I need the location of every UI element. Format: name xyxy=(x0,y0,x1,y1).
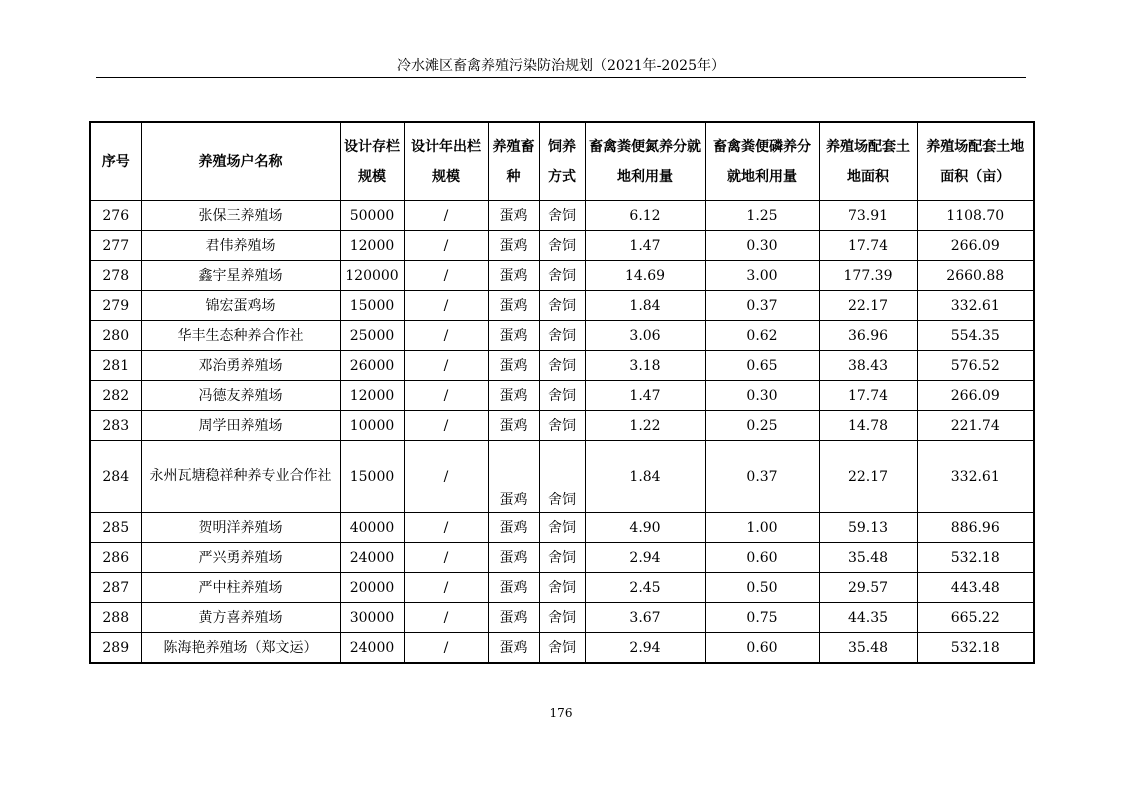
cell-phosphorus: 0.50 xyxy=(705,573,819,603)
cell-annual: / xyxy=(404,441,488,513)
cell-nitrogen: 1.84 xyxy=(585,441,705,513)
table-row xyxy=(90,351,1034,381)
cell-stock: 26000 xyxy=(340,351,404,381)
cell-phosphorus: 0.65 xyxy=(705,351,819,381)
cell-stock: 24000 xyxy=(340,543,404,573)
cell-no: 279 xyxy=(90,291,141,321)
table-row xyxy=(90,633,1034,664)
table-row xyxy=(90,543,1034,573)
cell-method: 舍饲 xyxy=(539,603,585,633)
cell-no: 278 xyxy=(90,261,141,291)
column-header: 序号 xyxy=(90,122,141,201)
cell-species: 蛋鸡 xyxy=(488,573,539,603)
cell-area-mu: 576.52 xyxy=(917,351,1034,381)
table-row xyxy=(90,231,1034,261)
cell-annual: / xyxy=(404,381,488,411)
cell-method: 舍饲 xyxy=(539,633,585,664)
cell-nitrogen: 1.47 xyxy=(585,381,705,411)
cell-no: 287 xyxy=(90,573,141,603)
cell-stock: 10000 xyxy=(340,411,404,441)
cell-nitrogen: 1.84 xyxy=(585,291,705,321)
cell-name: 锦宏蛋鸡场 xyxy=(141,291,340,321)
cell-area: 29.57 xyxy=(819,573,917,603)
table-header-row xyxy=(90,122,1034,201)
table-row xyxy=(90,201,1034,231)
cell-nitrogen: 3.06 xyxy=(585,321,705,351)
cell-species: 蛋鸡 xyxy=(488,261,539,291)
cell-nitrogen: 14.69 xyxy=(585,261,705,291)
column-header: 畜禽粪便氮养分就地利用量 xyxy=(585,122,705,201)
cell-no: 289 xyxy=(90,633,141,664)
cell-species: 蛋鸡 xyxy=(488,633,539,664)
cell-species: 蛋鸡 xyxy=(488,351,539,381)
cell-method: 舍饲 xyxy=(539,261,585,291)
cell-area: 59.13 xyxy=(819,513,917,543)
cell-species: 蛋鸡 xyxy=(488,411,539,441)
cell-nitrogen: 1.47 xyxy=(585,231,705,261)
column-header: 养殖场配套土地面积 xyxy=(819,122,917,201)
cell-area: 35.48 xyxy=(819,633,917,664)
page-number: 176 xyxy=(549,706,573,720)
cell-phosphorus: 0.30 xyxy=(705,381,819,411)
cell-stock: 50000 xyxy=(340,201,404,231)
cell-area-mu: 554.35 xyxy=(917,321,1034,351)
cell-annual: / xyxy=(404,261,488,291)
cell-nitrogen: 3.67 xyxy=(585,603,705,633)
cell-name: 君伟养殖场 xyxy=(141,231,340,261)
cell-name: 周学田养殖场 xyxy=(141,411,340,441)
cell-annual: / xyxy=(404,291,488,321)
cell-area: 22.17 xyxy=(819,441,917,513)
cell-species: 蛋鸡 xyxy=(488,543,539,573)
cell-no: 282 xyxy=(90,381,141,411)
cell-nitrogen: 2.94 xyxy=(585,633,705,664)
cell-annual: / xyxy=(404,543,488,573)
page-header: 冷水滩区畜禽养殖污染防治规划（2021年-2025年） xyxy=(397,58,725,74)
cell-annual: / xyxy=(404,573,488,603)
cell-area: 35.48 xyxy=(819,543,917,573)
cell-stock: 12000 xyxy=(340,381,404,411)
cell-area-mu: 665.22 xyxy=(917,603,1034,633)
cell-no: 281 xyxy=(90,351,141,381)
table-row xyxy=(90,321,1034,351)
cell-no: 286 xyxy=(90,543,141,573)
cell-phosphorus: 0.60 xyxy=(705,633,819,664)
cell-name: 陈海艳养殖场（郑文运） xyxy=(141,633,340,664)
cell-annual: / xyxy=(404,411,488,441)
cell-species: 蛋鸡 xyxy=(488,291,539,321)
cell-stock: 120000 xyxy=(340,261,404,291)
cell-area: 73.91 xyxy=(819,201,917,231)
cell-annual: / xyxy=(404,603,488,633)
cell-nitrogen: 2.45 xyxy=(585,573,705,603)
cell-stock: 30000 xyxy=(340,603,404,633)
cell-phosphorus: 0.30 xyxy=(705,231,819,261)
cell-stock: 12000 xyxy=(340,231,404,261)
cell-area-mu: 266.09 xyxy=(917,381,1034,411)
cell-name: 贺明洋养殖场 xyxy=(141,513,340,543)
cell-area-mu: 1108.70 xyxy=(917,201,1034,231)
cell-species: 蛋鸡 xyxy=(488,441,539,513)
column-header: 设计存栏规模 xyxy=(340,122,404,201)
cell-nitrogen: 3.18 xyxy=(585,351,705,381)
cell-method: 舍饲 xyxy=(539,411,585,441)
cell-nitrogen: 2.94 xyxy=(585,543,705,573)
cell-method: 舍饲 xyxy=(539,381,585,411)
cell-area: 38.43 xyxy=(819,351,917,381)
cell-area: 22.17 xyxy=(819,291,917,321)
cell-species: 蛋鸡 xyxy=(488,321,539,351)
cell-nitrogen: 4.90 xyxy=(585,513,705,543)
cell-area-mu: 266.09 xyxy=(917,231,1034,261)
cell-name: 鑫宇星养殖场 xyxy=(141,261,340,291)
column-header: 养殖场户名称 xyxy=(141,122,340,201)
cell-phosphorus: 0.60 xyxy=(705,543,819,573)
column-header: 饲养方式 xyxy=(539,122,585,201)
cell-name: 张保三养殖场 xyxy=(141,201,340,231)
cell-annual: / xyxy=(404,633,488,664)
cell-no: 284 xyxy=(90,441,141,513)
cell-area: 177.39 xyxy=(819,261,917,291)
cell-stock: 15000 xyxy=(340,291,404,321)
cell-stock: 40000 xyxy=(340,513,404,543)
column-header: 畜禽粪便磷养分就地利用量 xyxy=(705,122,819,201)
cell-area-mu: 332.61 xyxy=(917,441,1034,513)
cell-no: 283 xyxy=(90,411,141,441)
cell-no: 276 xyxy=(90,201,141,231)
cell-annual: / xyxy=(404,351,488,381)
cell-area-mu: 2660.88 xyxy=(917,261,1034,291)
table-row xyxy=(90,573,1034,603)
cell-no: 288 xyxy=(90,603,141,633)
cell-stock: 20000 xyxy=(340,573,404,603)
cell-method: 舍饲 xyxy=(539,513,585,543)
table-row xyxy=(90,381,1034,411)
cell-area: 36.96 xyxy=(819,321,917,351)
cell-method: 舍饲 xyxy=(539,573,585,603)
cell-method: 舍饲 xyxy=(539,231,585,261)
column-header: 养殖场配套土地面积（亩） xyxy=(917,122,1034,201)
cell-phosphorus: 1.00 xyxy=(705,513,819,543)
cell-method: 舍饲 xyxy=(539,441,585,513)
cell-phosphorus: 1.25 xyxy=(705,201,819,231)
cell-method: 舍饲 xyxy=(539,321,585,351)
cell-annual: / xyxy=(404,321,488,351)
cell-name: 永州瓦塘稳祥种养专业合作社 xyxy=(141,441,340,513)
cell-name: 严兴勇养殖场 xyxy=(141,543,340,573)
cell-area: 17.74 xyxy=(819,381,917,411)
cell-method: 舍饲 xyxy=(539,291,585,321)
cell-nitrogen: 1.22 xyxy=(585,411,705,441)
cell-area-mu: 221.74 xyxy=(917,411,1034,441)
cell-area: 17.74 xyxy=(819,231,917,261)
cell-area-mu: 332.61 xyxy=(917,291,1034,321)
table-row xyxy=(90,513,1034,543)
cell-species: 蛋鸡 xyxy=(488,381,539,411)
cell-phosphorus: 0.25 xyxy=(705,411,819,441)
cell-phosphorus: 0.75 xyxy=(705,603,819,633)
cell-annual: / xyxy=(404,201,488,231)
cell-area: 44.35 xyxy=(819,603,917,633)
cell-no: 280 xyxy=(90,321,141,351)
cell-method: 舍饲 xyxy=(539,543,585,573)
cell-area: 14.78 xyxy=(819,411,917,441)
table-row xyxy=(90,441,1034,513)
cell-area-mu: 532.18 xyxy=(917,633,1034,664)
cell-method: 舍饲 xyxy=(539,351,585,381)
cell-area-mu: 886.96 xyxy=(917,513,1034,543)
cell-annual: / xyxy=(404,231,488,261)
cell-stock: 24000 xyxy=(340,633,404,664)
cell-name: 黄方喜养殖场 xyxy=(141,603,340,633)
cell-name: 华丰生态种养合作社 xyxy=(141,321,340,351)
table-row xyxy=(90,411,1034,441)
cell-name: 冯德友养殖场 xyxy=(141,381,340,411)
column-header: 养殖畜种 xyxy=(488,122,539,201)
column-header: 设计年出栏规模 xyxy=(404,122,488,201)
header-rule xyxy=(96,77,1026,78)
cell-phosphorus: 0.37 xyxy=(705,291,819,321)
cell-phosphorus: 3.00 xyxy=(705,261,819,291)
cell-stock: 25000 xyxy=(340,321,404,351)
cell-species: 蛋鸡 xyxy=(488,513,539,543)
cell-no: 277 xyxy=(90,231,141,261)
table-row xyxy=(90,603,1034,633)
cell-name: 严中柱养殖场 xyxy=(141,573,340,603)
cell-annual: / xyxy=(404,513,488,543)
cell-species: 蛋鸡 xyxy=(488,603,539,633)
cell-nitrogen: 6.12 xyxy=(585,201,705,231)
cell-phosphorus: 0.37 xyxy=(705,441,819,513)
cell-no: 285 xyxy=(90,513,141,543)
cell-area-mu: 443.48 xyxy=(917,573,1034,603)
cell-area-mu: 532.18 xyxy=(917,543,1034,573)
cell-stock: 15000 xyxy=(340,441,404,513)
data-table xyxy=(89,121,1035,664)
cell-phosphorus: 0.62 xyxy=(705,321,819,351)
table-row xyxy=(90,261,1034,291)
cell-name: 邓治勇养殖场 xyxy=(141,351,340,381)
table-row xyxy=(90,291,1034,321)
cell-method: 舍饲 xyxy=(539,201,585,231)
cell-species: 蛋鸡 xyxy=(488,201,539,231)
cell-species: 蛋鸡 xyxy=(488,231,539,261)
